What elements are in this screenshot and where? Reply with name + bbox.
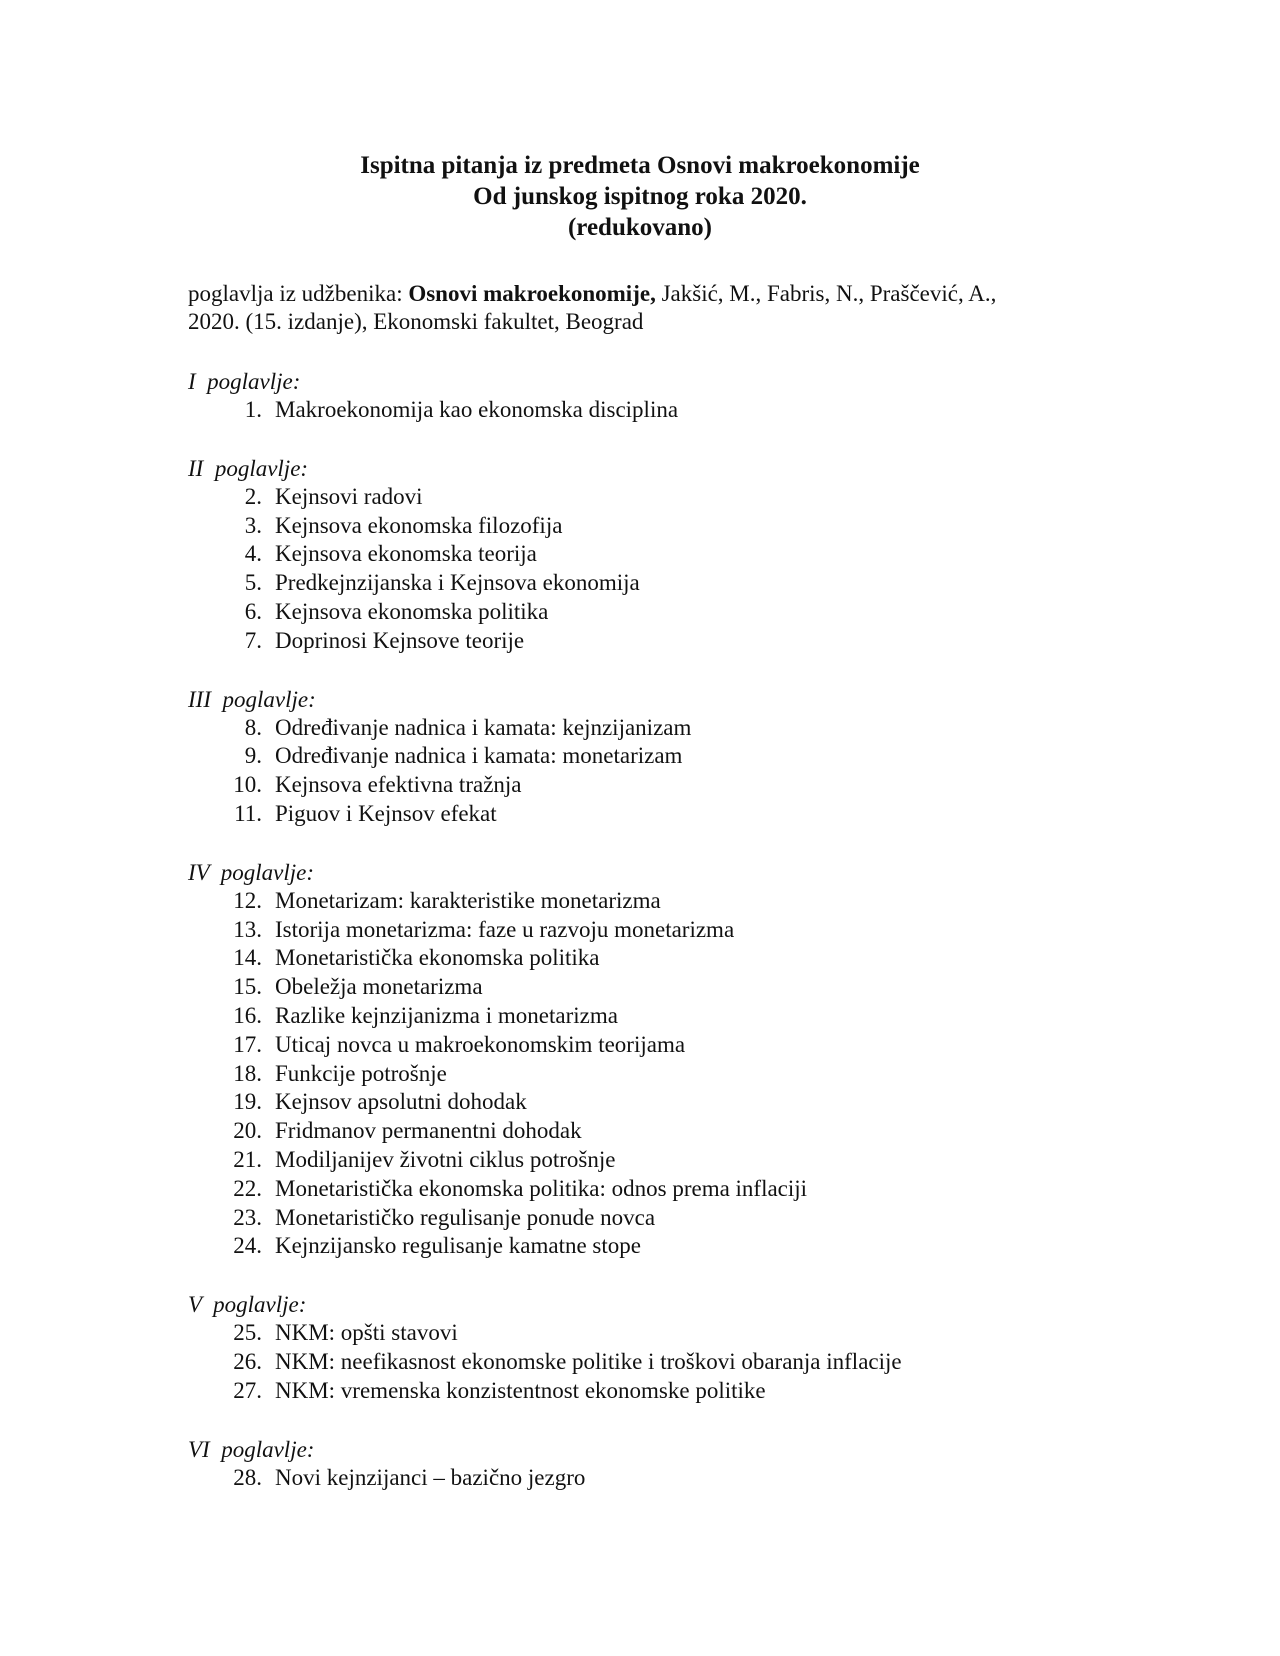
question-list [188, 483, 1088, 656]
list-item [188, 742, 1088, 771]
list-item [188, 771, 1088, 800]
question-text: Funkcije potrošnje [275, 1060, 447, 1086]
question-text: NKM: opšti stavovi [275, 1320, 458, 1346]
title-line: Ispitna pitanja iz predmeta Osnovi makroekonomije [360, 152, 920, 179]
question-text: Monetaristička ekonomska politika [275, 945, 600, 971]
spacer [262, 800, 275, 829]
question-text: Određivanje nadnica i kamata: monetarizam [275, 743, 683, 769]
question-number: 10. [233, 772, 262, 798]
list-item [188, 569, 1088, 598]
list-item [188, 916, 1088, 945]
chapter-section [188, 859, 1088, 1261]
question-number: 11. [234, 800, 262, 826]
chapter-section [188, 368, 1088, 425]
question-list [188, 887, 1088, 1261]
question-number: 8. [244, 714, 262, 740]
spacer [262, 1002, 275, 1031]
chapter-title: III poglavlje: [188, 686, 316, 712]
chapter-list [188, 368, 1088, 1522]
question-number: 26. [233, 1348, 262, 1374]
question-text: Fridmanov permanentni dohodak [275, 1118, 582, 1144]
spacer [262, 771, 275, 800]
question-number: 15. [233, 974, 262, 1000]
list-item [188, 1377, 1088, 1406]
list-item [188, 714, 1088, 743]
question-number: 20. [233, 1118, 262, 1144]
question-list [188, 1464, 1088, 1493]
chapter-section [188, 1436, 1088, 1493]
question-text: Monetarizam: karakteristike monetarizma [275, 887, 661, 913]
question-number: 22. [233, 1175, 262, 1201]
question-text: Kejnsov apsolutni dohodak [275, 1089, 527, 1115]
question-number: 16. [233, 1002, 262, 1028]
chapter-title: II poglavlje: [188, 455, 309, 481]
question-number: 21. [233, 1146, 262, 1172]
question-number: 3. [244, 512, 262, 538]
list-item [188, 1031, 1088, 1060]
list-item [188, 944, 1088, 973]
list-item [188, 973, 1088, 1002]
spacer [262, 540, 275, 569]
title-line: Od junskog ispitnog roka 2020. [473, 183, 807, 210]
spacer [262, 1319, 275, 1348]
question-text: NKM: neefikasnost ekonomske politike i troškovi obaranja inflacije [275, 1348, 902, 1374]
spacer [262, 396, 275, 425]
chapter-title: VI poglavlje: [188, 1436, 315, 1462]
list-item [188, 887, 1088, 916]
spacer [262, 944, 275, 973]
question-number: 24. [233, 1233, 262, 1259]
question-text: Doprinosi Kejnsove teorije [275, 627, 525, 653]
question-number: 12. [233, 887, 262, 913]
spacer [262, 1060, 275, 1089]
spacer [262, 1232, 275, 1261]
source-book-title: Osnovi makroekonomije, [408, 281, 656, 306]
spacer [262, 916, 275, 945]
question-list [188, 396, 1088, 425]
question-number: 9. [244, 743, 262, 769]
list-item [188, 1002, 1088, 1031]
question-list [188, 1319, 1088, 1405]
spacer [262, 569, 275, 598]
spacer [262, 512, 275, 541]
question-text: NKM: vremenska konzistentnost ekonomske politike [275, 1377, 766, 1403]
title-line: (redukovano) [567, 214, 712, 241]
question-text: Kejnsova ekonomska filozofija [275, 512, 563, 538]
spacer [262, 742, 275, 771]
list-item [188, 1146, 1088, 1175]
spacer [262, 1175, 275, 1204]
list-item [188, 1232, 1088, 1261]
question-number: 1. [244, 397, 262, 422]
list-item [188, 1348, 1088, 1377]
question-number: 2. [244, 483, 262, 509]
question-text: Kejnsovi radovi [275, 483, 423, 509]
question-number: 7. [244, 627, 262, 653]
question-text: Određivanje nadnica i kamata: kejnzijanizam [275, 714, 692, 740]
list-item [188, 512, 1088, 541]
chapter-title: I poglavlje: [188, 369, 301, 394]
list-item [188, 800, 1088, 829]
question-number: 27. [233, 1377, 262, 1403]
chapter-title: IV poglavlje: [188, 859, 315, 885]
spacer [262, 887, 275, 916]
question-number: 23. [233, 1204, 262, 1230]
chapter-section [188, 455, 1088, 656]
question-text: Makroekonomija kao ekonomska disciplina [275, 397, 679, 422]
spacer [262, 627, 275, 656]
question-text: Kejnsova ekonomska politika [275, 598, 549, 624]
question-number: 18. [233, 1060, 262, 1086]
spacer [262, 1088, 275, 1117]
spacer [262, 1117, 275, 1146]
question-number: 14. [233, 945, 262, 971]
question-text: Monetaristička ekonomska politika: odnos prema inflaciji [275, 1175, 808, 1201]
list-item [188, 627, 1088, 656]
document-title [0, 150, 1280, 243]
list-item [188, 1088, 1088, 1117]
question-text: Razlike kejnzijanizma i monetarizma [275, 1002, 618, 1028]
question-number: 6. [244, 598, 262, 624]
spacer [262, 714, 275, 743]
chapter-title: V poglavlje: [188, 1292, 307, 1318]
spacer [262, 1464, 275, 1493]
question-number: 4. [244, 541, 262, 567]
question-number: 17. [233, 1031, 262, 1057]
spacer [262, 598, 275, 627]
list-item [188, 1319, 1088, 1348]
question-text: Kejnsova ekonomska teorija [275, 541, 537, 567]
chapter-section [188, 686, 1088, 829]
list-item [188, 1204, 1088, 1233]
chapter-section [188, 1291, 1088, 1405]
question-number: 13. [233, 916, 262, 942]
question-number: 19. [233, 1089, 262, 1115]
question-text: Kejnsova efektivna tražnja [275, 772, 522, 798]
spacer [262, 1031, 275, 1060]
question-number: 25. [233, 1320, 262, 1346]
question-text: Predkejnzijanska i Kejnsova ekonomija [275, 570, 640, 596]
question-text: Modiljanijev životni ciklus potrošnje [275, 1146, 616, 1172]
question-number: 28. [233, 1464, 262, 1490]
question-text: Uticaj novca u makroekonomskim teorijama [275, 1031, 686, 1057]
question-text: Piguov i Kejnsov efekat [275, 800, 497, 826]
spacer [262, 1377, 275, 1406]
question-text: Monetarističko regulisanje ponude novca [275, 1204, 656, 1230]
list-item [188, 1060, 1088, 1089]
source-authors: Jakšić, M., Fabris, N., Praščević, A., [655, 281, 997, 306]
question-text: Kejnzijansko regulisanje kamatne stope [275, 1233, 641, 1259]
list-item [188, 1175, 1088, 1204]
spacer [262, 1204, 275, 1233]
list-item [188, 1464, 1088, 1493]
list-item [188, 540, 1088, 569]
spacer [262, 1146, 275, 1175]
list-item [188, 396, 1088, 425]
question-list [188, 714, 1088, 829]
list-item [188, 483, 1088, 512]
spacer [262, 483, 275, 512]
list-item [188, 598, 1088, 627]
question-number: 5. [244, 570, 262, 596]
list-item [188, 1117, 1088, 1146]
question-text: Novi kejnzijanci – bazično jezgro [275, 1464, 586, 1490]
spacer [262, 973, 275, 1002]
question-text: Istorija monetarizma: faze u razvoju monetarizma [275, 916, 735, 942]
spacer [262, 1348, 275, 1377]
source-publication: 2020. (15. izdanje), Ekonomski fakultet, Beograd [188, 309, 644, 334]
question-text: Obeležja monetarizma [275, 974, 483, 1000]
source-reference [188, 280, 1088, 336]
source-prefix: poglavlja iz udžbenika: [188, 281, 409, 306]
